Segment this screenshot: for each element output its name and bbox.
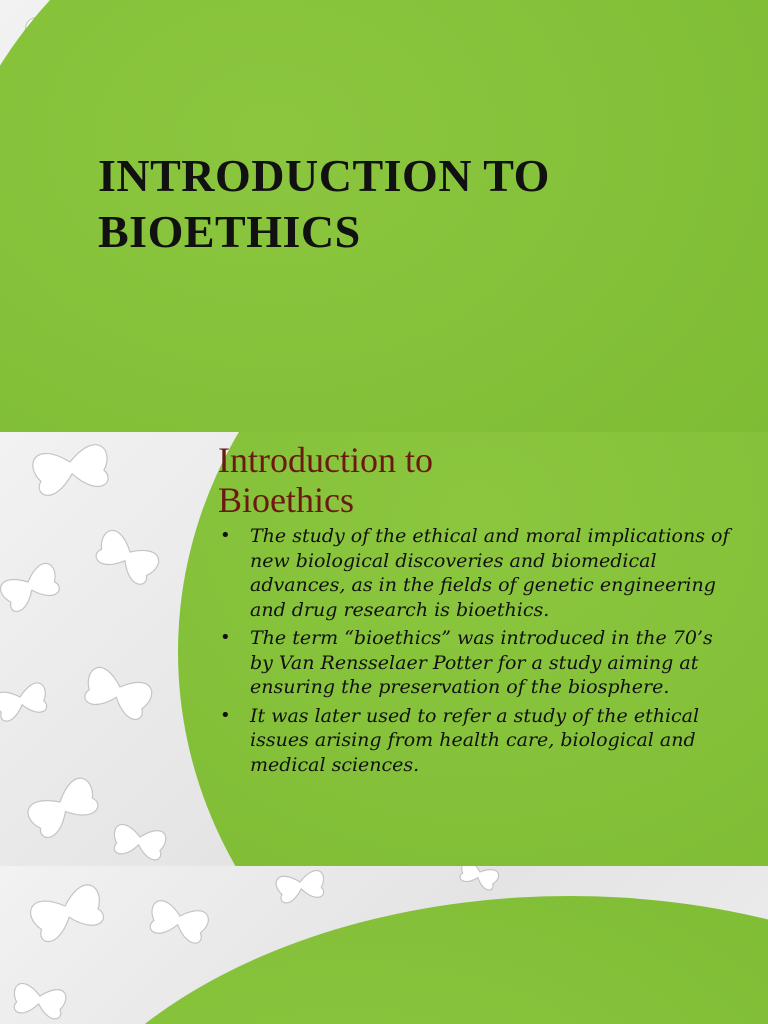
bullet-marker: •: [220, 525, 231, 546]
butterfly-icon: [457, 866, 500, 892]
bullet-list: [218, 524, 738, 781]
butterfly-icon: [24, 774, 103, 841]
bullet-text: It was later used to refer a study of the ethical issues arising from health care, biological and medical sciences.: [250, 704, 700, 776]
butterfly-icon: [31, 443, 112, 497]
butterfly-icon: [0, 681, 50, 723]
butterfly-icon: [27, 882, 108, 945]
bullet-item: [218, 704, 738, 778]
bullet-text: The study of the ethical and moral implications of new biological discoveries and biomedical advances, as in the fields of genetic engineering and drug research is bioethics.: [250, 525, 730, 621]
butterfly-icon: [0, 561, 64, 615]
butterfly-icon: [111, 823, 167, 861]
bullet-item: [218, 626, 738, 700]
butterfly-icon: [81, 665, 155, 723]
butterfly-icon: [11, 982, 67, 1020]
slide-1: [0, 0, 768, 432]
bullet-marker: •: [220, 627, 231, 648]
bullet-item: [218, 524, 738, 622]
slide-title: Introduction to Bioethics: [218, 440, 433, 520]
butterfly-icon: [275, 869, 327, 904]
slide-title: INTRODUCTION TO BIOETHICS: [98, 150, 550, 257]
slide-3: [0, 866, 768, 1024]
butterfly-icon: [146, 899, 210, 946]
butterfly-icon: [91, 527, 162, 588]
bullet-marker: •: [220, 704, 231, 726]
slide-2: [0, 432, 768, 866]
bullet-text: The term “bioethics” was introduced in the 70’s by Van Rensselaer Potter for a study aiming at ensuring the preservation of the biosphere.: [250, 627, 713, 698]
